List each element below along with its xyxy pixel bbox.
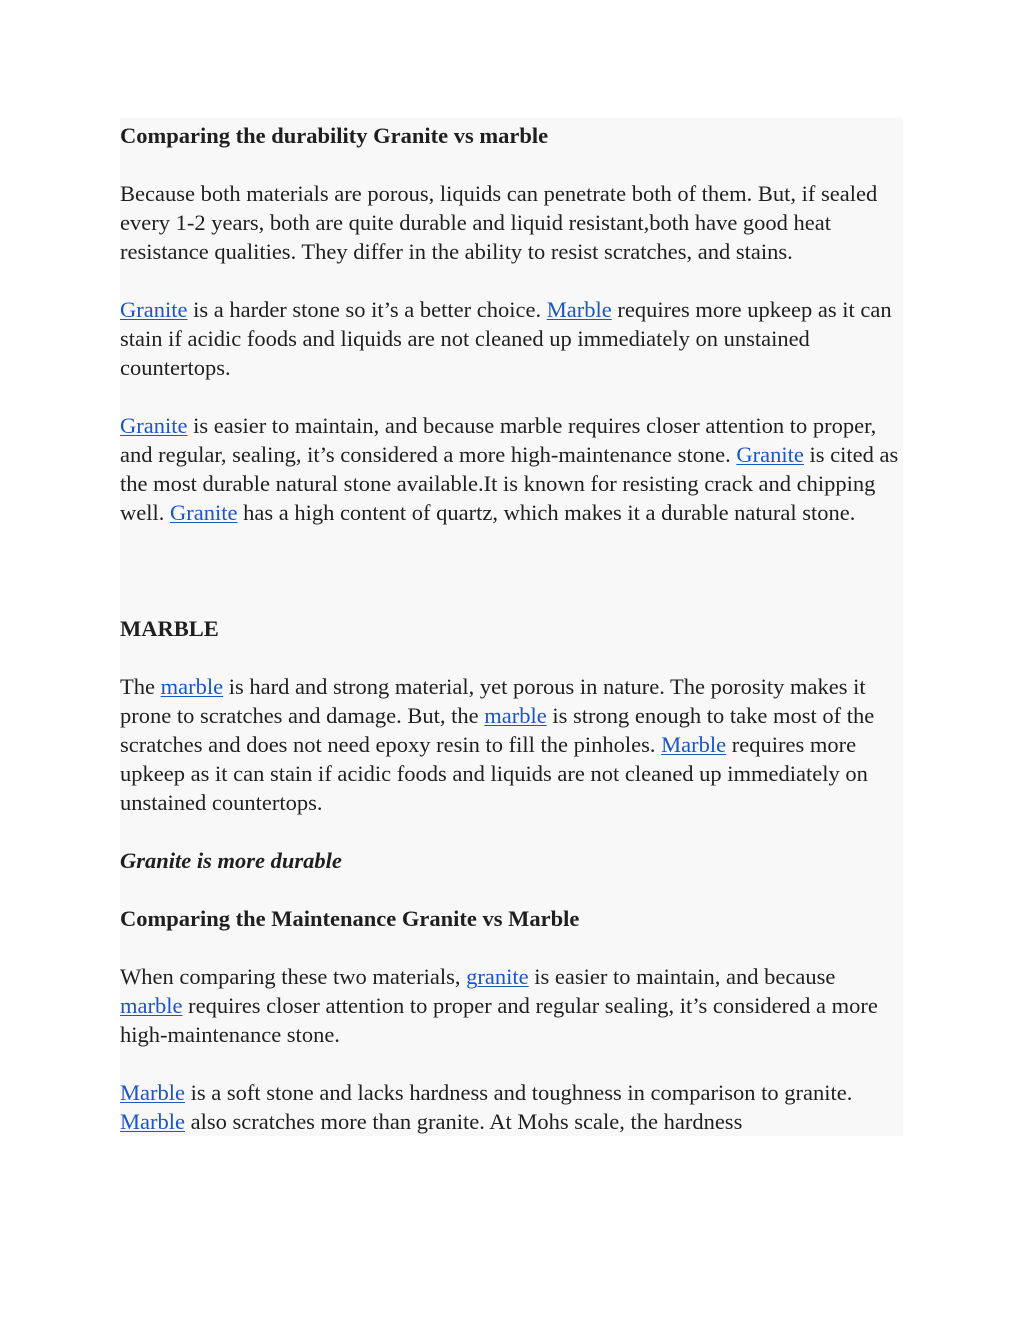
paragraph-easier-maintain: Granite is easier to maintain, and because marble requires closer attention to proper, and regular, sealing, it’s considered a more high-maintenance stone. Granite is cited as the most durable natural stone available.It is known for resisting crack and chipping well. Granite has a high content of quartz, which makes it a durable natural stone. bbox=[120, 413, 899, 525]
paragraph-comparing-materials: When comparing these two materials, granite is easier to maintain, and because marble requires closer attention to proper and regular sealing, it’s considered a more high-maintenance stone. bbox=[120, 964, 878, 1047]
paragraph-marble-porosity: The marble is hard and strong material, yet porous in nature. The porosity makes it prone to scratches and damage. But, the marble is strong enough to take most of the scratches and does not need epoxy resin to fill the pinholes. Marble requires more upkeep as it can stain if acidic foods and liquids are not cleaned up immediately on unstained countertops. bbox=[120, 674, 875, 815]
marble-link[interactable]: marble bbox=[120, 993, 183, 1018]
heading-durability: Comparing the durability Granite vs marble bbox=[120, 123, 549, 148]
paragraph-harder-stone: Granite is a harder stone so it’s a better choice. Marble requires more upkeep as it can stain if acidic foods and liquids are not cleaned up immediately on unstained countertops. bbox=[120, 297, 892, 380]
heading-marble: MARBLE bbox=[120, 616, 219, 641]
paragraph-porous: Because both materials are porous, liquids can penetrate both of them. But, if sealed every 1-2 years, both are quite durable and liquid resistant,both have good heat resistance qualities. They differ in the ability to resist scratches, and stains. bbox=[120, 181, 878, 264]
granite-link[interactable]: Granite bbox=[120, 413, 188, 438]
document-body bbox=[120, 118, 903, 1136]
granite-link[interactable]: Granite bbox=[170, 500, 238, 525]
marble-link[interactable]: Marble bbox=[120, 1109, 185, 1134]
marble-link[interactable]: Marble bbox=[546, 297, 612, 322]
marble-link[interactable]: marble bbox=[160, 674, 224, 699]
marble-link[interactable]: Marble bbox=[120, 1080, 185, 1105]
marble-link[interactable]: Marble bbox=[661, 732, 727, 757]
paragraph-soft-stone: Marble is a soft stone and lacks hardness and toughness in comparison to granite. Marble also scratches more than granite. At Mohs scale, the hardness bbox=[120, 1080, 853, 1134]
marble-link[interactable]: marble bbox=[484, 703, 547, 728]
granite-link[interactable]: Granite bbox=[736, 442, 804, 467]
heading-maintenance: Comparing the Maintenance Granite vs Marble bbox=[120, 906, 580, 931]
heading-granite-more-durable: Granite is more durable bbox=[120, 848, 342, 873]
granite-link[interactable]: granite bbox=[466, 964, 529, 989]
granite-link[interactable]: Granite bbox=[120, 297, 188, 322]
